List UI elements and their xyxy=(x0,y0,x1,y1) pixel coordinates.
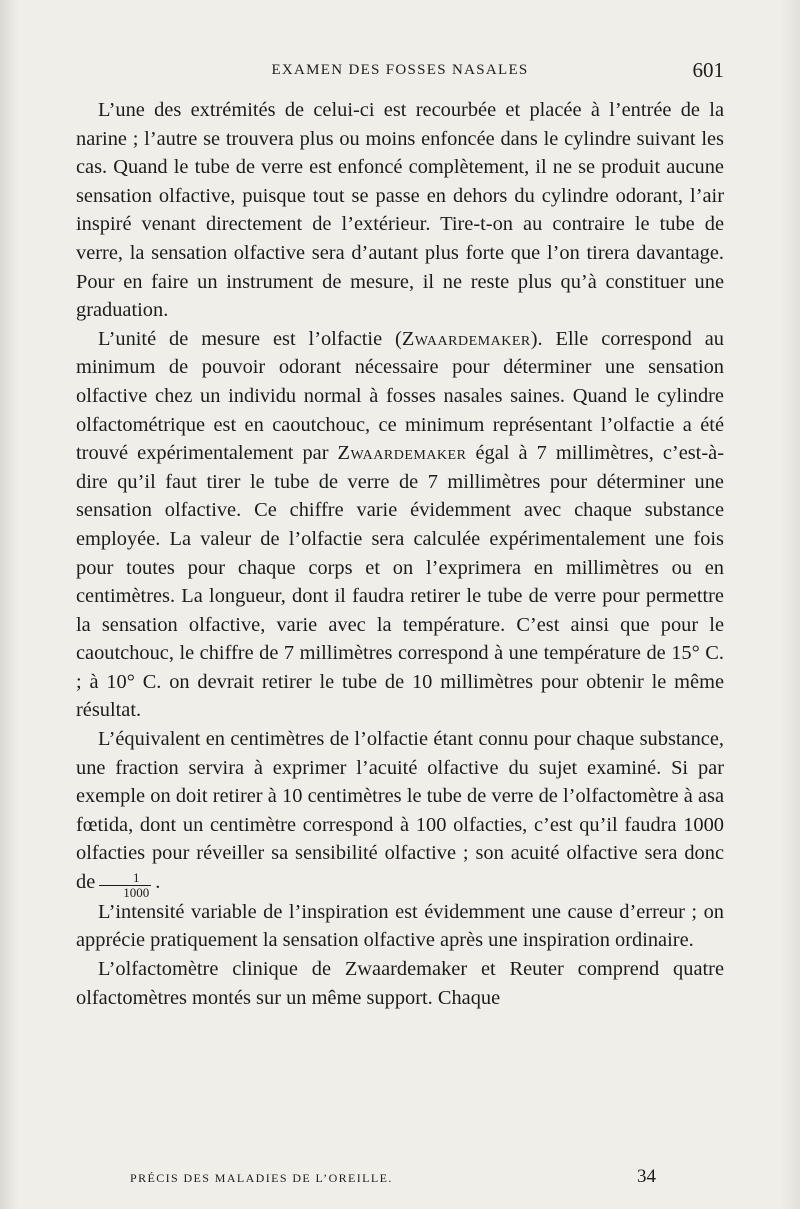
paragraph-5: L’olfactomètre clinique de Zwaardemaker et Reuter comprend quatre olfactomètres montés sur un même support. Chaque xyxy=(76,958,724,1009)
paragraph-3-end: . xyxy=(155,871,161,894)
page-footer xyxy=(130,1166,656,1190)
paragraph-2-text-c: égal à 7 millimètres, c’est-à-dire qu’il faut tirer le tube de verre de 7 millimètres pour déterminer une sensation olfactive. Ce chiffre varie évidemment avec chaque substance employée. La valeur de l’olfactie sera calculée expérimentalement une fois pour toutes pour chaque corps et on l’exprimera en millimètres ou en centimètres. La longueur, dont il faudra retirer le tube de verre pour permettre la sensation olfactive, varie avec la température. C’est ainsi que pour le caoutchouc, le chiffre de 7 millimètres correspond à une température de 15° C. ; à 10° C. on devrait retirer le tube de 10 millimètres pour obtenir le même résultat. xyxy=(76,442,724,722)
paragraph-3 xyxy=(76,725,724,898)
body-text xyxy=(76,96,724,1012)
fraction-denominator: 1000 xyxy=(123,884,150,900)
page-header xyxy=(76,58,724,88)
fraction-numerator: 1 xyxy=(99,871,151,886)
running-title: EXAMEN DES FOSSES NASALES xyxy=(271,62,529,78)
footer-book-title: PRÉCIS DES MALADIES DE L’OREILLE. xyxy=(130,1171,393,1185)
fraction xyxy=(99,871,151,900)
paragraph-2 xyxy=(76,325,724,725)
paragraph-2-text-a: L’unité de mesure est l’olfactie ( xyxy=(98,327,402,350)
author-name: Zwaardemaker xyxy=(337,442,467,465)
paragraph-4: L’intensité variable de l’inspiration est évidemment une cause d’erreur ; on apprécie pratiquement la sensation olfactive après une inspiration ordinaire. xyxy=(76,900,724,952)
author-name: Zwaardemaker xyxy=(401,327,531,350)
page-number: 601 xyxy=(692,58,724,82)
paragraph-2-text-b: ). Elle correspond au minimum de pouvoir odorant nécessaire pour déterminer une sensation olfactive chez un individu normal à fosses nasales saines. Quand le cylindre olfactométrique est en caoutchouc, ce minimum représentant l’olfactie a été trouvé expérimentalement par xyxy=(76,327,724,465)
signature-mark: 34 xyxy=(637,1166,656,1187)
paragraph-1: L’une des extrémités de celui-ci est recourbée et placée à l’entrée de la narine ; l’autre se trouvera plus ou moins enfoncée dans le cylindre suivant les cas. Quand le tube de verre est enfoncé complètement, il ne se produit aucune sensation olfactive, puisque tout se passe en dehors du cylindre odorant, l’air inspiré venant directement de l’extérieur. Tire-t-on au contraire le tube de verre, la sensation olfactive sera d’autant plus forte que l’on tirera davantage. Pour en faire un instrument de mesure, il ne reste plus qu’à constituer une graduation. xyxy=(76,99,724,322)
paragraph-3-text: L’équivalent en centimètres de l’olfactie étant connu pour chaque substance, une fraction servira à exprimer l’acuité olfactive du sujet examiné. Si par exemple on doit retirer à 10 centimètres le tube de verre de l’olfactomètre à asa fœtida, dont un centimètre correspond à 100 olfacties, c’est qu’il faudra 1000 olfacties pour réveiller sa sensibilité olfactive ; son acuité olfactive sera donc de xyxy=(76,728,724,894)
